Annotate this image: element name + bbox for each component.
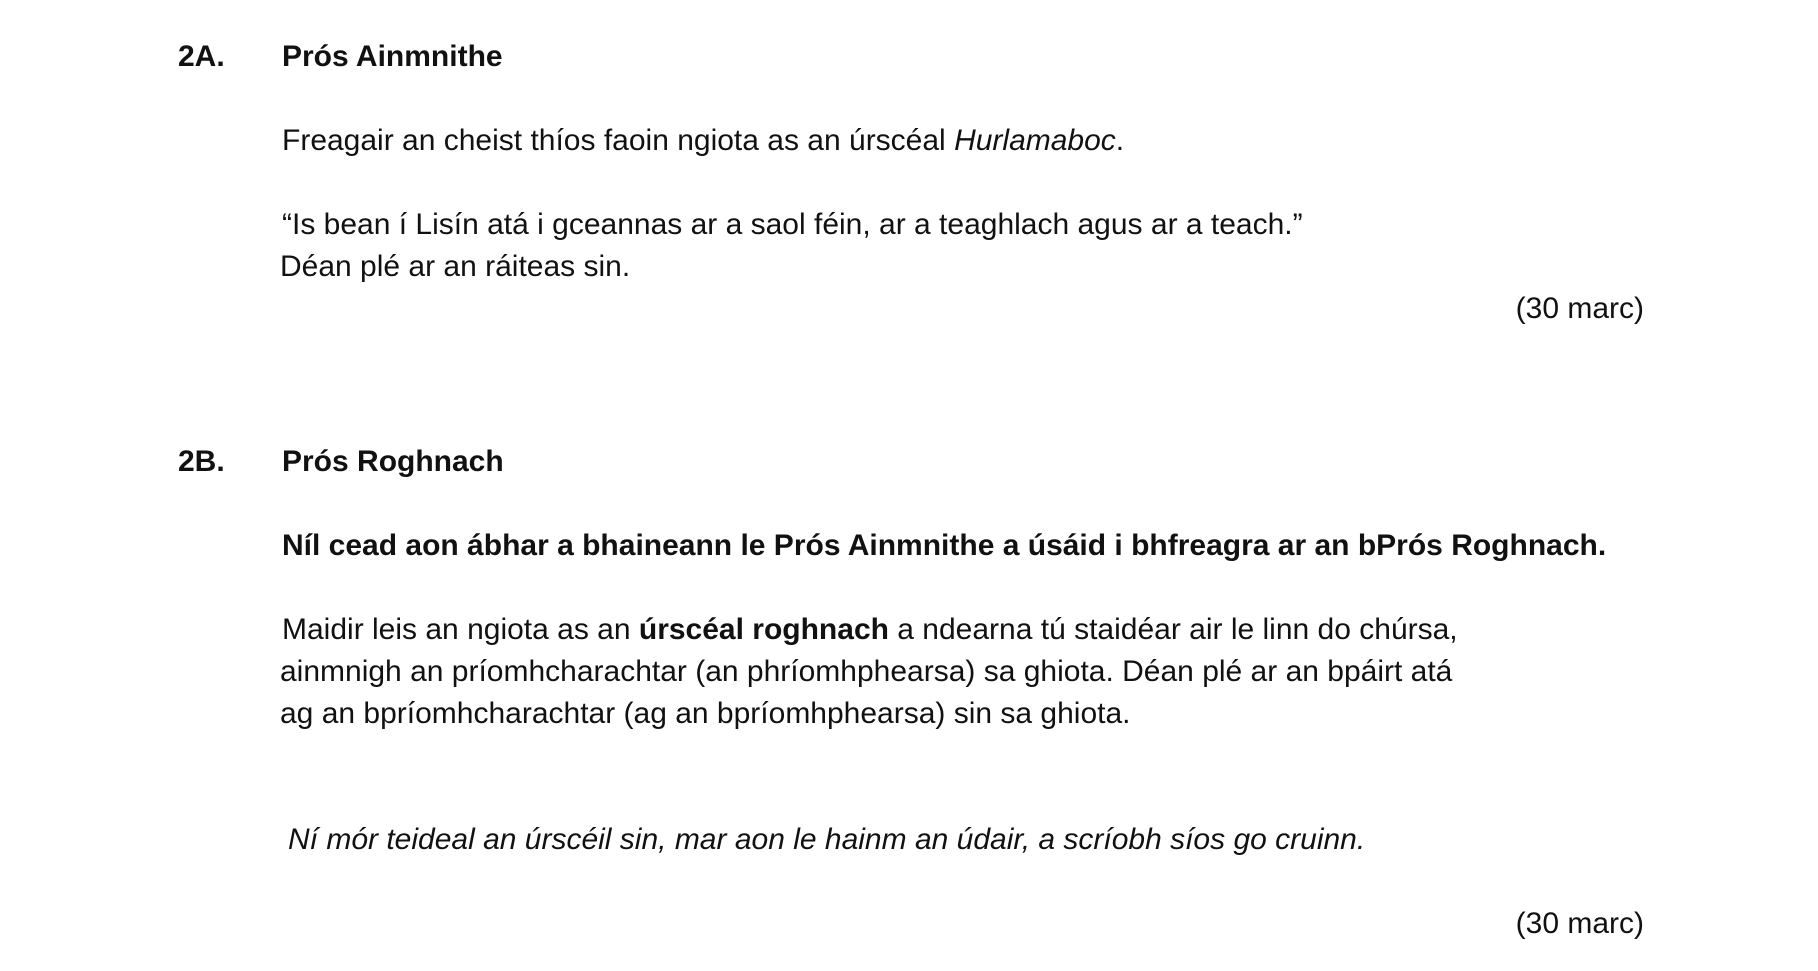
question-pre: Maidir leis an ngiota as an [282, 613, 639, 646]
question-number: 2B. [178, 445, 225, 478]
question-number: 2A. [178, 40, 225, 73]
question-line-2: ainmnigh an príomhcharachtar (an phríomhphearsa) sa ghiota. Déan plé ar an bpáirt atá [280, 655, 1453, 688]
question-line-3: ag an bpríomhcharachtar (ag an bpríomhphearsa) sin sa ghiota. [280, 697, 1131, 730]
instruction-post: . [1115, 124, 1125, 157]
marks-label: (30 marc) [1515, 292, 1644, 325]
question-line-1 [282, 609, 1458, 651]
novel-title: Hurlamaboc [954, 124, 1116, 157]
quote-text: “Is bean í Lisín atá i gceannas ar a saol féin, ar a teaghlach agus ar a teach.” [282, 208, 1303, 241]
marks-label: (30 marc) [1515, 907, 1644, 940]
emphasis-novel: úrscéal roghnach [638, 613, 889, 646]
section-title: Prós Roghnach [282, 445, 504, 478]
question-post: a ndearna tú staidéar air le linn do chúrsa, [888, 613, 1458, 646]
discussion-prompt: Déan plé ar an ráiteas sin. [280, 250, 631, 283]
instruction-note: Ní mór teideal an úrscéil sin, mar aon le hainm an údair, a scríobh síos go cruinn. [288, 823, 1366, 856]
instruction-pre: Freagair an cheist thíos faoin ngiota as an úrscéal [282, 124, 955, 157]
instruction-text [282, 120, 1124, 162]
warning-text: Níl cead aon ábhar a bhaineann le Prós Ainmnithe a úsáid i bhfreagra ar an bPrós Roghnach. [282, 529, 1607, 562]
section-title: Prós Ainmnithe [282, 40, 503, 73]
